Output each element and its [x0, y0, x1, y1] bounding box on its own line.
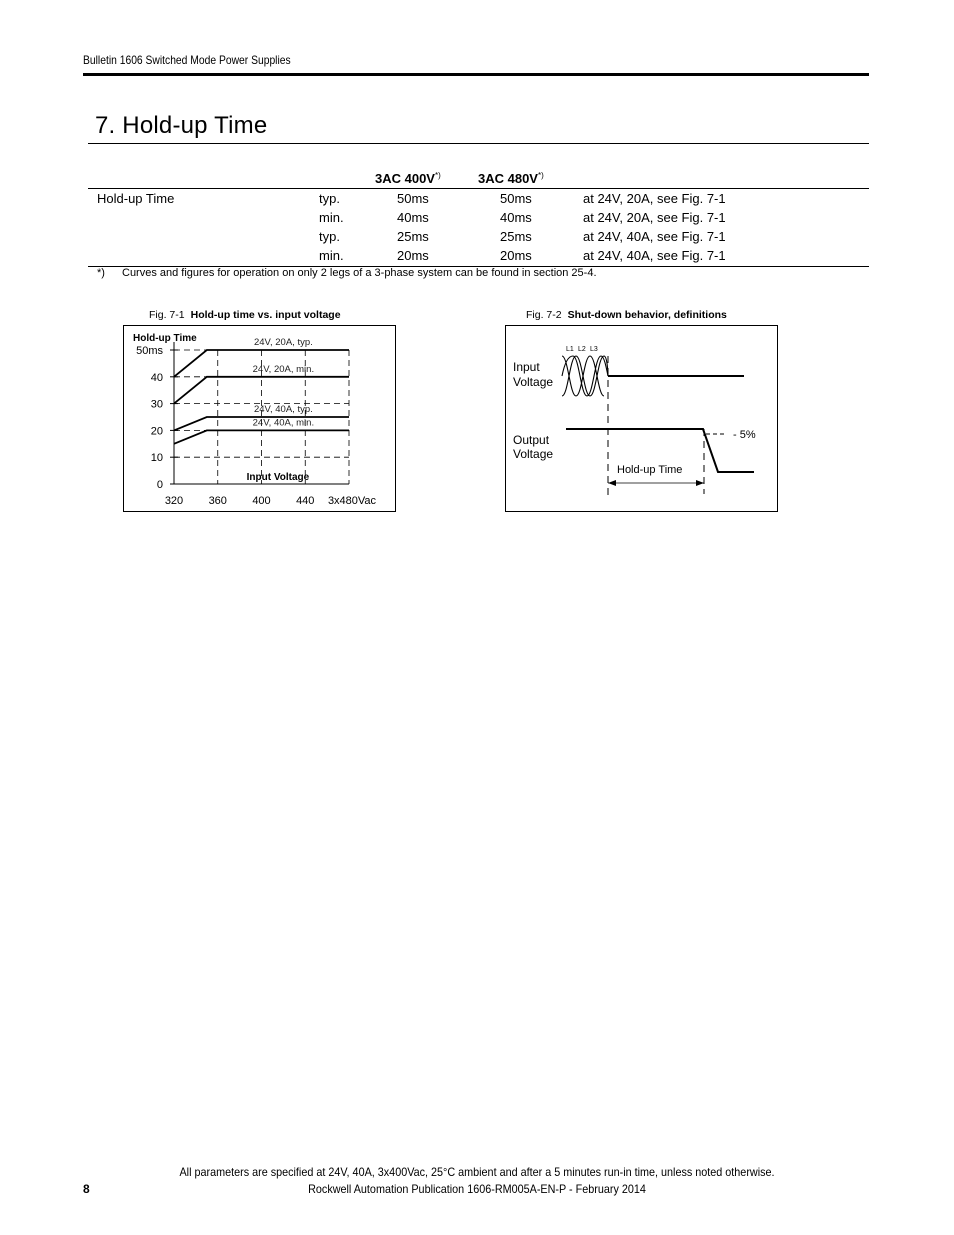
condition-cell: at 24V, 20A, see Fig. 7-1	[583, 191, 726, 206]
value-400v-cell: 40ms	[397, 210, 429, 225]
phase-label-l3: L3	[590, 346, 598, 353]
condition-cell: at 24V, 40A, see Fig. 7-1	[583, 229, 726, 244]
holdup-arrow-right	[696, 480, 704, 486]
threshold-label: - 5%	[733, 429, 756, 441]
shutdown-diagram	[505, 325, 778, 512]
section-title: 7. Hold-up Time	[95, 112, 268, 139]
series-label: 24V, 40A, min.	[252, 417, 315, 429]
footnote-mark: *)	[97, 267, 105, 279]
y-tick-label: 10	[150, 452, 163, 465]
qualifier-cell: min.	[319, 248, 344, 263]
column-header-400v: 3AC 400V*)	[375, 171, 441, 186]
value-480v-cell: 25ms	[500, 229, 532, 244]
fig2-caption: Fig. 7-2 Shut-down behavior, definitions	[526, 309, 727, 321]
y-tick-label: 50ms	[136, 345, 163, 357]
qualifier-cell: typ.	[319, 191, 340, 206]
footnote-text: Curves and figures for operation on only 2 legs of a 3-phase system can be found in section 25-4.	[122, 267, 597, 279]
x-axis-label: Input Voltage	[246, 472, 310, 483]
chart-title: Hold-up Time	[133, 333, 197, 344]
holdup-chart	[123, 325, 396, 512]
running-header: Bulletin 1606 Switched Mode Power Supplies	[83, 53, 291, 67]
value-480v-cell: 40ms	[500, 210, 532, 225]
series-label: 24V, 20A, min.	[252, 363, 315, 375]
chart-labels	[133, 333, 377, 507]
value-480v-cell: 50ms	[500, 191, 532, 206]
x-tick-label: 400	[252, 495, 271, 507]
column-header-480v: 3AC 480V*)	[478, 171, 544, 186]
y-tick-label: 0	[156, 479, 163, 491]
value-400v-cell: 25ms	[397, 229, 429, 244]
phase-label-l1: L1	[566, 346, 574, 353]
value-400v-cell: 20ms	[397, 248, 429, 263]
qualifier-cell: typ.	[319, 229, 340, 244]
condition-cell: at 24V, 20A, see Fig. 7-1	[583, 210, 726, 225]
table-rule-top	[88, 188, 869, 189]
x-tick-label: 360	[208, 495, 227, 507]
page-number: 8	[83, 1182, 90, 1196]
condition-cell: at 24V, 40A, see Fig. 7-1	[583, 248, 726, 263]
series-label: 24V, 20A, typ.	[253, 337, 313, 348]
series-label: 24V, 40A, typ.	[253, 404, 313, 415]
value-480v-cell: 20ms	[500, 248, 532, 263]
x-tick-label: 320	[164, 495, 184, 507]
y-tick-label: 20	[150, 425, 163, 438]
param-cell: Hold-up Time	[97, 191, 175, 206]
holdup-arrow-left	[608, 480, 616, 486]
shutdown-diagram-svg	[506, 326, 777, 511]
input-voltage-label-line2: Voltage	[513, 375, 554, 389]
output-voltage-label-line1: Output	[513, 433, 550, 447]
phase-label-l2: L2	[578, 346, 586, 353]
qualifier-cell: min.	[319, 210, 344, 225]
output-voltage-label-line2: Voltage	[513, 447, 554, 461]
value-400v-cell: 50ms	[397, 191, 429, 206]
footer-note: All parameters are specified at 24V, 40A, 3x400Vac, 25°C ambient and after a 5 minutes run-in time, unless noted otherwise.	[179, 1165, 775, 1179]
y-tick-label: 30	[150, 398, 163, 411]
holdup-chart-svg	[124, 326, 395, 511]
input-voltage-label-line1: Input	[513, 360, 540, 374]
title-rule	[88, 143, 869, 144]
footer-publication: Rockwell Automation Publication 1606-RM005A-EN-P - February 2014	[308, 1182, 646, 1196]
fig1-caption: Fig. 7-1 Hold-up time vs. input voltage	[149, 309, 341, 321]
x-tick-label: 440	[296, 495, 315, 507]
y-tick-label: 40	[150, 371, 163, 384]
x-tick-label: 3x480Vac	[327, 495, 377, 507]
phase-wave-l3	[562, 356, 608, 396]
header-rule	[83, 73, 869, 76]
holdup-time-label: Hold-up Time	[617, 464, 683, 476]
